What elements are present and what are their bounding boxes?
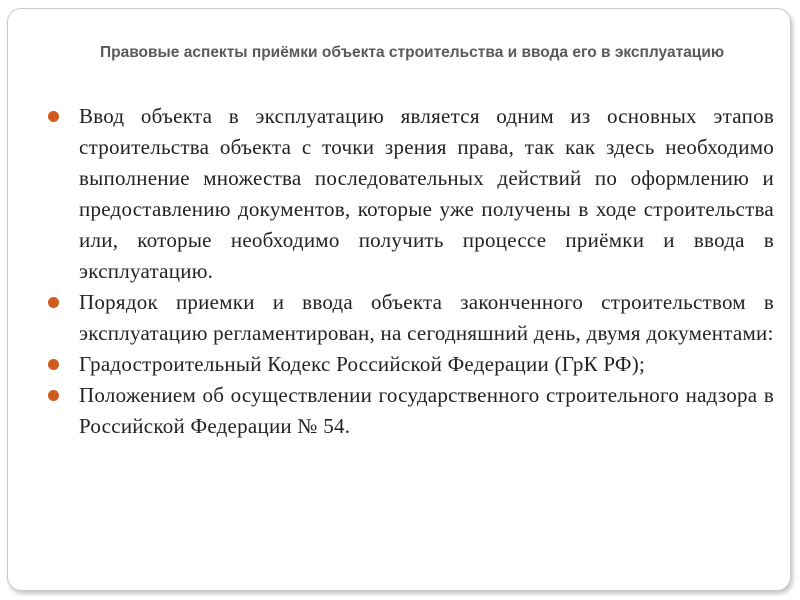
bullet-text: Порядок приемки и ввода объекта законченного строительством в эксплуатацию регламентирован, на сегодняшний день, двумя документами: xyxy=(79,290,774,345)
bullet-text: Градостроительный Кодекс Российской Федерации (ГрК РФ); xyxy=(79,352,646,376)
bullet-dot-icon xyxy=(48,111,59,122)
bullet-dot-icon xyxy=(48,297,59,308)
bullet-dot-icon xyxy=(48,390,59,401)
list-item xyxy=(48,380,774,442)
list-item xyxy=(48,101,774,287)
bullet-text: Ввод объекта в эксплуатацию является одним из основных этапов строительства объекта с точки зрения права, так как здесь необходимо выполнение множества последовательных действий по оформлению и предоставлению документов, которые уже получены в ходе строительства или, которые необходимо получить процессе приёмки и ввода в эксплуатацию. xyxy=(79,104,774,283)
bullet-dot-icon xyxy=(48,359,59,370)
slide-frame xyxy=(7,8,791,591)
slide-title: Правовые аспекты приёмки объекта строительства и ввода его в эксплуатацию xyxy=(100,44,725,61)
list-item xyxy=(48,349,774,380)
bullet-list xyxy=(48,101,774,442)
bullet-text: Положением об осуществлении государственного строительного надзора в Российской Федерации № 54. xyxy=(79,383,774,438)
list-item xyxy=(48,287,774,349)
